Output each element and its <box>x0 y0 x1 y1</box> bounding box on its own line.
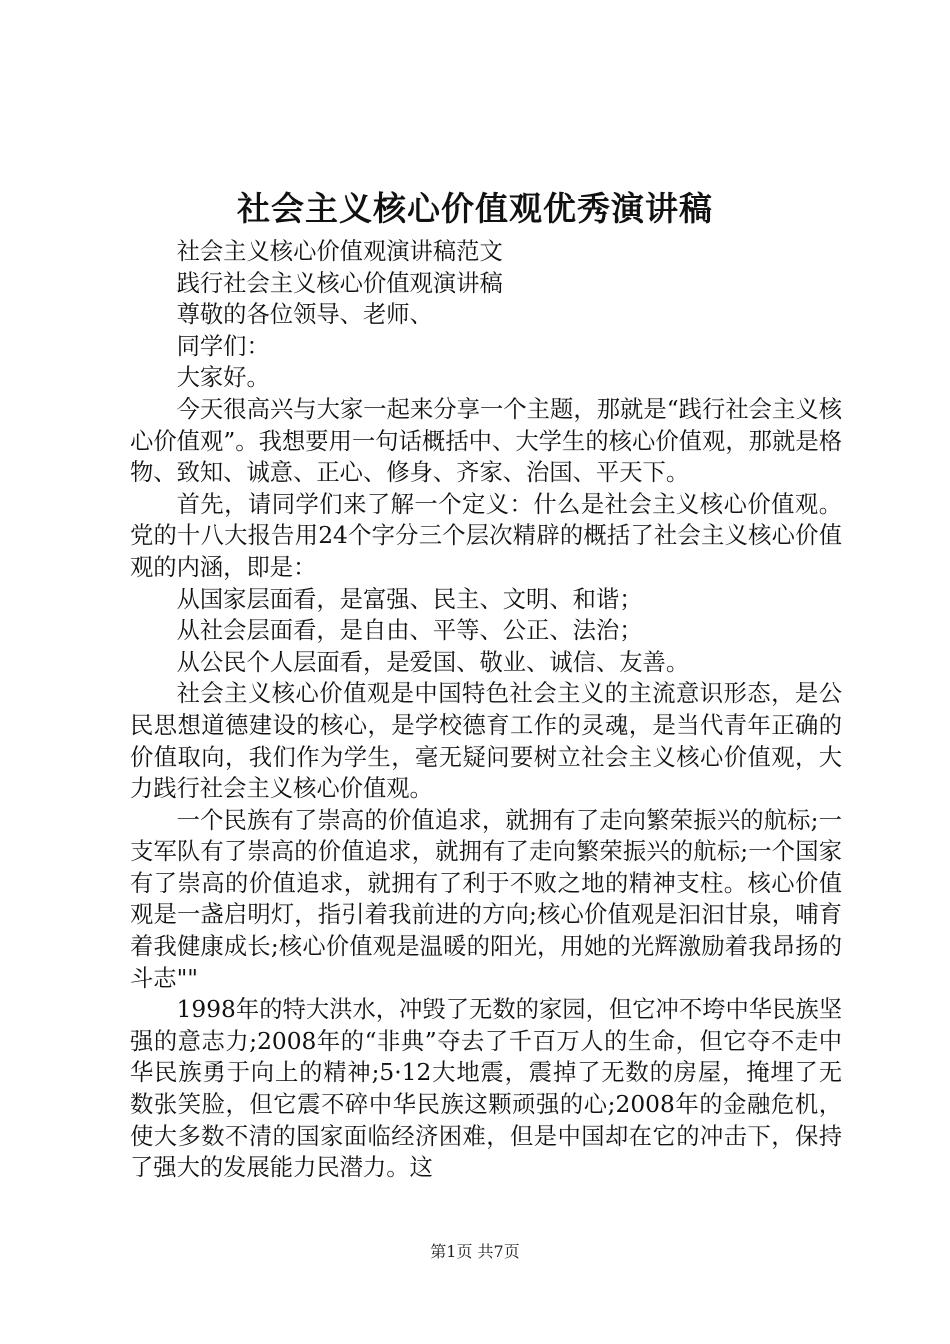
paragraph: 首先，请同学们来了解一个定义：什么是社会主义核心价值观。党的十八大报告用24个字分三个层次精辟的概括了社会主义核心价值观的内涵，即是： <box>130 490 842 581</box>
paragraph: 从国家层面看，是富强、民主、文明、和谐； <box>176 585 643 613</box>
paragraph: 社会主义核心价值观演讲稿范文 <box>176 238 503 265</box>
paragraph: 践行社会主义核心价值观演讲稿 <box>176 269 503 297</box>
paragraph: 同学们： <box>176 332 270 360</box>
paragraph: 今天很高兴与大家一起来分享一个主题，那就是“践行社会主义核心价值观”。我想要用一句话概括中、大学生的核心价值观，那就是格物、致知、诚意、正心、修身、齐家、治国、平天下。 <box>130 395 842 487</box>
document-title: 社会主义核心价值观优秀演讲稿 <box>237 189 713 228</box>
paragraph: 一个民族有了崇高的价值追求，就拥有了走向繁荣振兴的航标;一支军队有了崇高的价值追求，就拥有了走向繁荣振兴的航标;一个国家有了崇高的价值追求，就拥有了利于不败之地的精神支柱。核心价值观是一盏启明灯，指引着我前进的方向;核心价值观是汩汩甘泉，哺育着我健康成长;核心价值观是温暖的阳光，用她的光辉激励着我昂扬的斗志"" <box>130 806 842 992</box>
document-body <box>130 236 842 1184</box>
paragraph: 从公民个人层面看，是爱国、敬业、诚信、友善。 <box>176 648 690 676</box>
paragraph: 1998年的特大洪水，冲毁了无数的家园，但它冲不垮中华民族坚强的意志力;2008年的“非典”夺去了千百万人的生命，但它夺不走中华民族勇于向上的精神;5·12大地震，震掉了无数的房屋，掩埋了无数张笑脸，但它震不碎中华民族这颗顽强的心;2008年的金融危机，使大多数不清的国家面临经济困难，但是中国却在它的冲击下，保持了强大的发展能力民潜力。这 <box>130 996 842 1182</box>
paragraph: 尊敬的各位领导、老师、 <box>176 301 433 329</box>
page-number-footer: 第1页 共7页 <box>430 1242 520 1261</box>
paragraph: 从社会层面看，是自由、平等、公正、法治； <box>176 617 643 645</box>
paragraph: 大家好。 <box>176 364 270 392</box>
paragraph: 社会主义核心价值观是中国特色社会主义的主流意识形态，是公民思想道德建设的核心，是学校德育工作的灵魂，是当代青年正确的价值取向，我们作为学生，毫无疑问要树立社会主义核心价值观，大力践行社会主义核心价值观。 <box>130 680 842 803</box>
